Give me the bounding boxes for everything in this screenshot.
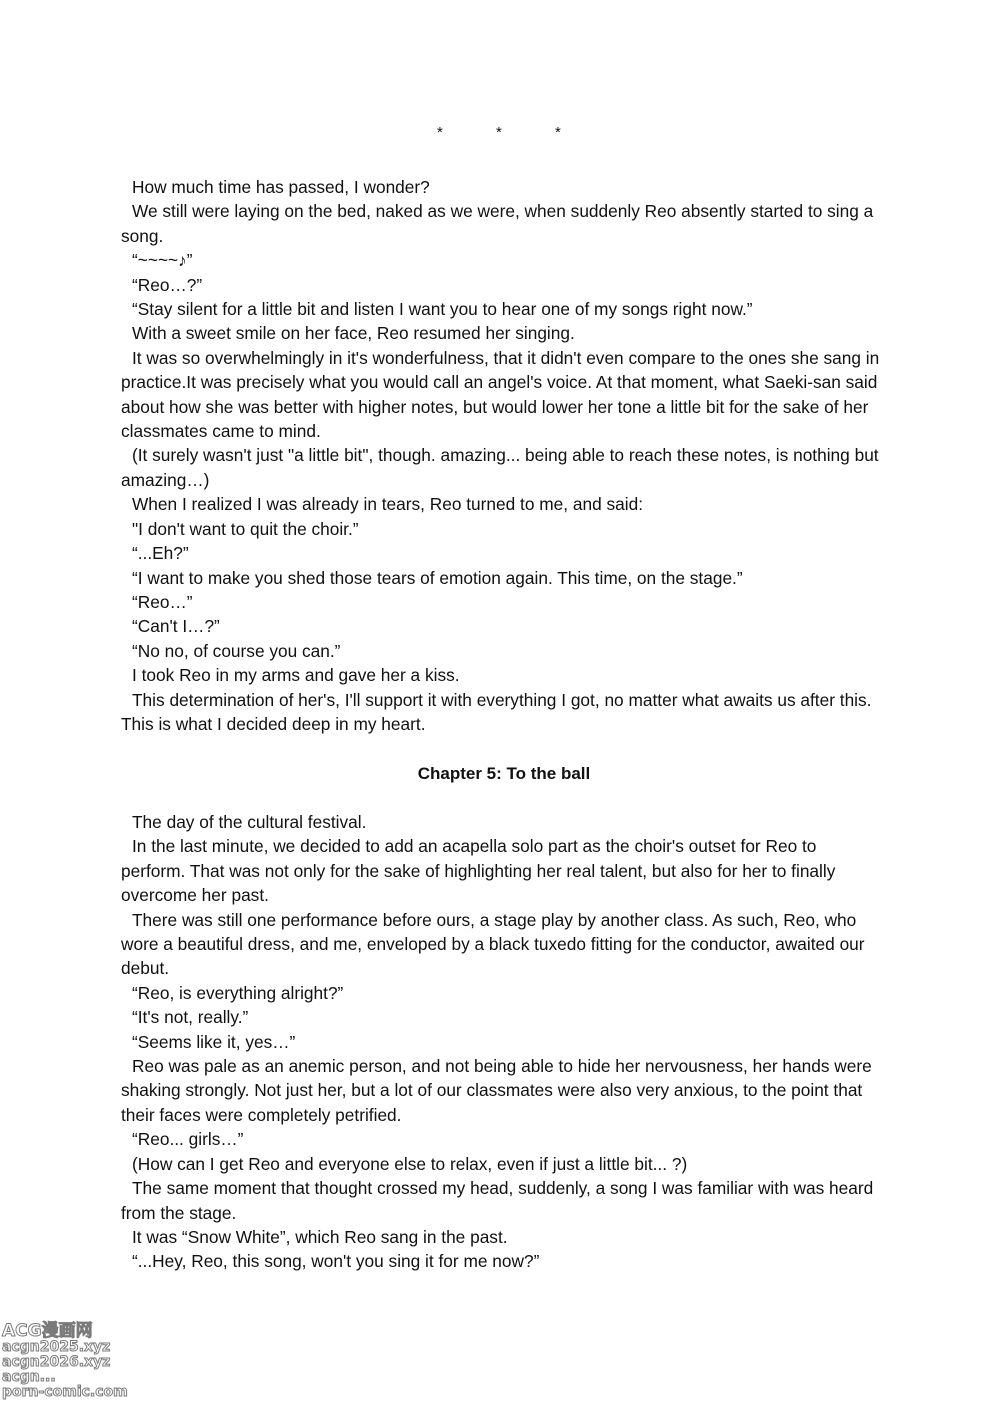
paragraph: “Seems like it, yes…”: [132, 1031, 296, 1052]
section-break-asterisk: *: [555, 124, 561, 141]
paragraph: We still were laying on the bed, naked as we were, when suddenly Reo absently started to sing a song.: [121, 201, 874, 246]
paragraph: (How can I get Reo and everyone else to relax, even if just a little bit... ?): [132, 1153, 688, 1174]
watermark-line: acgn2026.xyz: [2, 1354, 111, 1370]
paragraph: In the last minute, we decided to add an acapella solo part as the choir's outset for Reo to perform. That was not only for the sake of highlighting her real talent, but also for her to finally overcome her past.: [121, 836, 836, 906]
paragraph: It was so overwhelmingly in it's wonderfulness, that it didn't even compare to the ones she sang in practice.It was precisely what you would call an angel's voice. At that moment, what Saeki-san said about how she was better with higher notes, but would lower her tone a little bit for the sake of her classmates came to mind.: [121, 347, 880, 442]
paragraph: The day of the cultural festival.: [132, 812, 367, 832]
section-break-asterisk: *: [496, 124, 502, 141]
paragraph: “...Eh?”: [132, 543, 189, 564]
section-break: [121, 124, 881, 144]
paragraph: With a sweet smile on her face, Reo resumed her singing.: [132, 323, 575, 344]
paragraph: The same moment that thought crossed my head, suddenly, a song I was familiar with was heard from the stage.: [121, 1178, 874, 1223]
paragraph: “No no, of course you can.”: [132, 640, 341, 661]
paragraph: “Reo…?”: [132, 274, 203, 295]
watermark-line: acgn...: [2, 1369, 56, 1385]
paragraph: “I want to make you shed those tears of emotion again. This time, on the stage.”: [132, 567, 743, 588]
story-text-part1: [121, 175, 881, 736]
paragraph: This determination of her's, I'll support it with everything I got, no matter what awaits us after this. This is what I decided deep in my heart.: [121, 689, 872, 734]
paragraph: “Stay silent for a little bit and listen I want you to hear one of my songs right now.”: [132, 299, 753, 320]
paragraph: When I realized I was already in tears, Reo turned to me, and said:: [132, 494, 644, 515]
watermark-line: porn-comic.com: [2, 1384, 128, 1400]
paragraph: “Reo, is everything alright?”: [132, 982, 344, 1003]
paragraph: “~~~~♪”: [132, 250, 193, 271]
paragraph: “...Hey, Reo, this song, won't you sing it for me now?”: [132, 1251, 540, 1272]
chapter-title: Chapter 5: To the ball: [417, 764, 591, 783]
paragraph: “It's not, really.”: [132, 1007, 249, 1028]
watermark-line: acgn2025.xyz: [2, 1339, 111, 1355]
story-text-part2: [121, 810, 881, 1274]
paragraph: (It surely wasn't just "a little bit", though. amazing... being able to reach these notes, is nothing but amazing…): [121, 445, 879, 490]
paragraph: It was “Snow White”, which Reo sang in the past.: [132, 1226, 508, 1247]
paragraph: I took Reo in my arms and gave her a kiss.: [132, 665, 460, 686]
paragraph: How much time has passed, I wonder?: [132, 177, 430, 197]
paragraph: "I don't want to quit the choir.”: [132, 518, 359, 539]
section-break-asterisk: *: [437, 124, 443, 141]
paragraph: “Reo... girls…”: [132, 1129, 244, 1150]
paragraph: “Reo…”: [132, 591, 193, 612]
site-watermark: [2, 1322, 132, 1400]
paragraph: “Can't I…?”: [132, 616, 220, 637]
paragraph: Reo was pale as an anemic person, and not being able to hide her nervousness, her hands were shaking strongly. Not just her, but a lot of our classmates were also very anxious, to the point that their faces were completely petrified.: [121, 1056, 872, 1125]
paragraph: There was still one performance before ours, a stage play by another class. As such, Reo, who wore a beautiful dress, and me, enveloped by a black tuxedo fitting for the conductor, awaited our debut.: [121, 909, 865, 979]
watermark-line: ACG漫画网: [2, 1321, 93, 1341]
